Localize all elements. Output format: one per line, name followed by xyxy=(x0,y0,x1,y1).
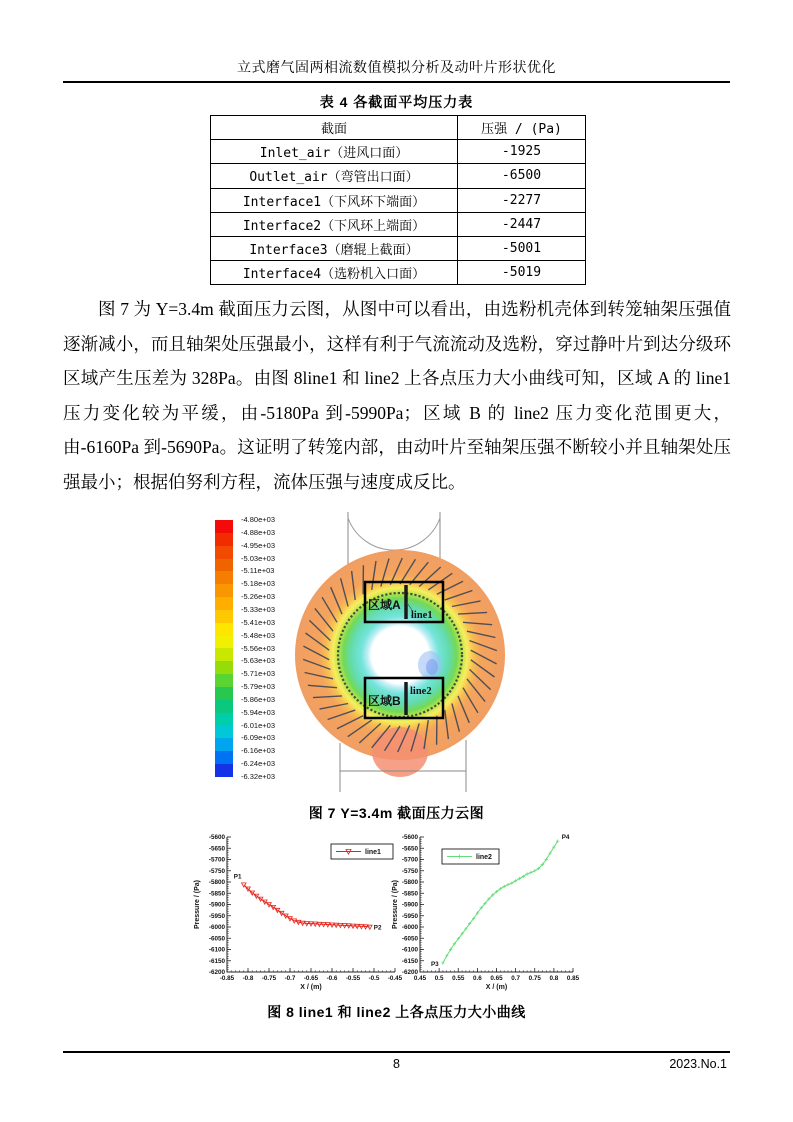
point-label-P4: P4 xyxy=(561,834,570,842)
svg-text:-6100: -6100 xyxy=(401,946,418,954)
chart-line1 xyxy=(194,834,403,991)
colorbar-label: -5.26e+03 xyxy=(241,592,275,602)
svg-text:-5850: -5850 xyxy=(208,890,225,898)
colorbar-label: -5.41e+03 xyxy=(241,617,275,627)
region-a-label: 区域A xyxy=(368,598,401,612)
svg-text:-5950: -5950 xyxy=(401,912,418,920)
colorbar-label: -5.03e+03 xyxy=(241,553,275,563)
table-row xyxy=(211,236,586,260)
line2-tag: line2 xyxy=(410,686,432,697)
svg-text:-0.45: -0.45 xyxy=(387,975,403,982)
svg-text:-6200: -6200 xyxy=(208,969,225,977)
pressure-table-body xyxy=(211,140,586,285)
svg-text:0.55: 0.55 xyxy=(452,975,465,982)
svg-text:-5650: -5650 xyxy=(401,845,418,853)
colorbar-segment xyxy=(215,623,233,636)
colorbar-segment xyxy=(215,636,233,649)
colorbar-segment xyxy=(215,713,233,726)
table-header-row xyxy=(211,116,586,140)
table-cell: Outlet_air（弯管出口面） xyxy=(211,164,458,188)
colorbar-segment xyxy=(215,700,233,713)
point-label-P3: P3 xyxy=(430,961,439,968)
region-b-label: 区域B xyxy=(368,694,401,708)
svg-text:0.7: 0.7 xyxy=(511,975,521,982)
svg-text:X / (m): X / (m) xyxy=(300,984,322,991)
colorbar-segment xyxy=(215,648,233,661)
footer-page-number: 8 xyxy=(393,1057,400,1071)
svg-text:-5600: -5600 xyxy=(208,834,225,842)
svg-text:0.8: 0.8 xyxy=(549,975,559,982)
colorbar-segment xyxy=(215,726,233,739)
page-header-title: 立式磨气固两相流数值模拟分析及动叶片形状优化 xyxy=(237,61,556,76)
svg-text:-5800: -5800 xyxy=(401,879,418,887)
colorbar-label: -5.56e+03 xyxy=(241,643,275,653)
footer-issue: 2023.No.1 xyxy=(669,1057,727,1071)
colorbar-segment xyxy=(215,661,233,674)
colorbar-label: -5.79e+03 xyxy=(241,682,275,692)
figure7-contour xyxy=(280,505,520,805)
colorbar-label: -4.88e+03 xyxy=(241,527,275,537)
svg-text:-5800: -5800 xyxy=(208,879,225,887)
svg-text:-5650: -5650 xyxy=(208,845,225,853)
chart-line2 xyxy=(392,834,580,991)
svg-text:-6000: -6000 xyxy=(208,924,225,932)
table-title: 表 4 各截面平均压力表 xyxy=(319,94,474,110)
colorbar-label: -5.63e+03 xyxy=(241,656,275,666)
table-row xyxy=(211,188,586,212)
table-cell: -2277 xyxy=(458,188,586,212)
svg-text:-6050: -6050 xyxy=(401,935,418,943)
colorbar-label: -6.24e+03 xyxy=(241,759,275,769)
table-cell: Interface2（下风环上端面） xyxy=(211,212,458,236)
table-cell: Inlet_air（进风口面） xyxy=(211,140,458,164)
colorbar-segment xyxy=(215,520,233,533)
figure8-charts xyxy=(185,827,635,999)
svg-text:-6150: -6150 xyxy=(208,957,225,965)
colorbar-segment xyxy=(215,559,233,572)
colorbar-segment xyxy=(215,674,233,687)
svg-text:-0.5: -0.5 xyxy=(368,975,380,982)
colorbar-label: -4.95e+03 xyxy=(241,540,275,550)
svg-text:-0.55: -0.55 xyxy=(345,975,361,982)
svg-text:0.5: 0.5 xyxy=(434,975,444,982)
svg-text:-5600: -5600 xyxy=(401,834,418,842)
header-rule xyxy=(63,81,730,83)
colorbar-segment xyxy=(215,571,233,584)
figure8-caption: 图 8 line1 和 line2 上各点压力大小曲线 xyxy=(267,1004,526,1020)
svg-text:line2: line2 xyxy=(476,853,492,861)
colorbar-label: -5.11e+03 xyxy=(241,566,275,576)
colorbar-segment xyxy=(215,738,233,751)
table-cell: -1925 xyxy=(458,140,586,164)
center-hole xyxy=(371,626,429,684)
colorbar-label: -5.71e+03 xyxy=(241,669,275,679)
table-cell: -2447 xyxy=(458,212,586,236)
svg-text:line1: line1 xyxy=(365,848,381,856)
table-cell: -5001 xyxy=(458,236,586,260)
low-pressure-patch xyxy=(372,727,428,777)
table-header-section: 截面 xyxy=(211,116,458,140)
colorbar-segment xyxy=(215,764,233,777)
table-cell: -6500 xyxy=(458,164,586,188)
svg-text:-5900: -5900 xyxy=(208,901,225,909)
svg-text:-6200: -6200 xyxy=(401,969,418,977)
svg-text:-5950: -5950 xyxy=(208,912,225,920)
colorbar-label: -5.33e+03 xyxy=(241,604,275,614)
svg-text:-6100: -6100 xyxy=(208,946,225,954)
svg-text:-5750: -5750 xyxy=(208,867,225,875)
svg-text:0.45: 0.45 xyxy=(413,975,427,982)
colorbar-segment xyxy=(215,533,233,546)
body-paragraph: 图 7 为 Y=3.4m 截面压力云图，从图中可以看出，由选粉机壳体到转笼轴架压强值逐渐减小，而且轴架处压强最小，这样有利于气流流动及选粉，穿过静叶片到达分级环区域产生压差为 328Pa。由图 8line1 和 line2 上各点压力大小曲线可知，区域 A 的 line1 压力变化较为平缓，由-5180Pa 到-5990Pa；区域 B 的 line2 压力变化范围更大，由-6160Pa 到-5690Pa。这证明了转笼内部，由动叶片至轴架压强不断较小并且轴架处压强最小；根据伯努利方程，流体压强与速度成反比。 xyxy=(63,299,731,492)
table-cell: Interface3（磨辊上截面） xyxy=(211,236,458,260)
svg-text:-0.6: -0.6 xyxy=(326,975,338,982)
colorbar-label: -6.16e+03 xyxy=(241,746,275,756)
svg-text:-5750: -5750 xyxy=(401,867,418,875)
table-header-pressure: 压强 / (Pa) xyxy=(458,116,586,140)
svg-text:-5850: -5850 xyxy=(401,890,418,898)
svg-text:-0.75: -0.75 xyxy=(261,975,277,982)
colorbar-segment xyxy=(215,546,233,559)
svg-text:-5700: -5700 xyxy=(401,856,418,864)
colorbar-segment xyxy=(215,597,233,610)
figure7-caption: 图 7 Y=3.4m 截面压力云图 xyxy=(308,805,485,821)
colorbar-segment xyxy=(215,751,233,764)
table-row xyxy=(211,140,586,164)
colorbar-label: -5.18e+03 xyxy=(241,579,275,589)
colorbar-label: -6.01e+03 xyxy=(241,720,275,730)
svg-text:-0.85: -0.85 xyxy=(219,975,235,982)
svg-text:-5700: -5700 xyxy=(208,856,225,864)
blue-pressure-blob-core xyxy=(426,659,438,675)
svg-text:-0.8: -0.8 xyxy=(242,975,254,982)
colorbar-label: -5.94e+03 xyxy=(241,707,275,717)
svg-text:-6150: -6150 xyxy=(401,957,418,965)
svg-text:-0.7: -0.7 xyxy=(284,975,296,982)
table-row xyxy=(211,261,586,285)
svg-text:-5900: -5900 xyxy=(401,901,418,909)
line1-tag: line1 xyxy=(411,610,433,621)
svg-text:-6050: -6050 xyxy=(208,935,225,943)
colorbar-segment xyxy=(215,584,233,597)
table-row xyxy=(211,212,586,236)
svg-text:Pressure / (Pa): Pressure / (Pa) xyxy=(392,879,399,930)
svg-text:0.75: 0.75 xyxy=(528,975,541,982)
svg-text:X / (m): X / (m) xyxy=(485,984,508,991)
svg-text:Pressure / (Pa): Pressure / (Pa) xyxy=(194,879,201,930)
colorbar-segment xyxy=(215,610,233,623)
svg-text:-0.65: -0.65 xyxy=(303,975,319,982)
colorbar-label: -5.86e+03 xyxy=(241,694,275,704)
point-label-P1: P1 xyxy=(233,873,242,881)
colorbar-label: -5.48e+03 xyxy=(241,630,275,640)
table-cell: Interface1（下风环下端面） xyxy=(211,188,458,212)
table-cell: Interface4（选粉机入口面） xyxy=(211,261,458,285)
svg-text:0.65: 0.65 xyxy=(490,975,503,982)
colorbar-label: -6.32e+03 xyxy=(241,772,275,781)
footer-rule xyxy=(63,1051,730,1053)
svg-text:0.6: 0.6 xyxy=(472,975,482,982)
table-cell: -5019 xyxy=(458,261,586,285)
colorbar xyxy=(215,520,233,777)
colorbar-label: -4.80e+03 xyxy=(241,515,275,524)
point-label-P2: P2 xyxy=(373,924,382,932)
svg-text:0.85: 0.85 xyxy=(566,975,580,982)
pressure-table xyxy=(210,115,586,285)
svg-text:-6000: -6000 xyxy=(401,924,418,932)
table-row xyxy=(211,164,586,188)
colorbar-segment xyxy=(215,687,233,700)
colorbar-label: -6.09e+03 xyxy=(241,733,275,743)
